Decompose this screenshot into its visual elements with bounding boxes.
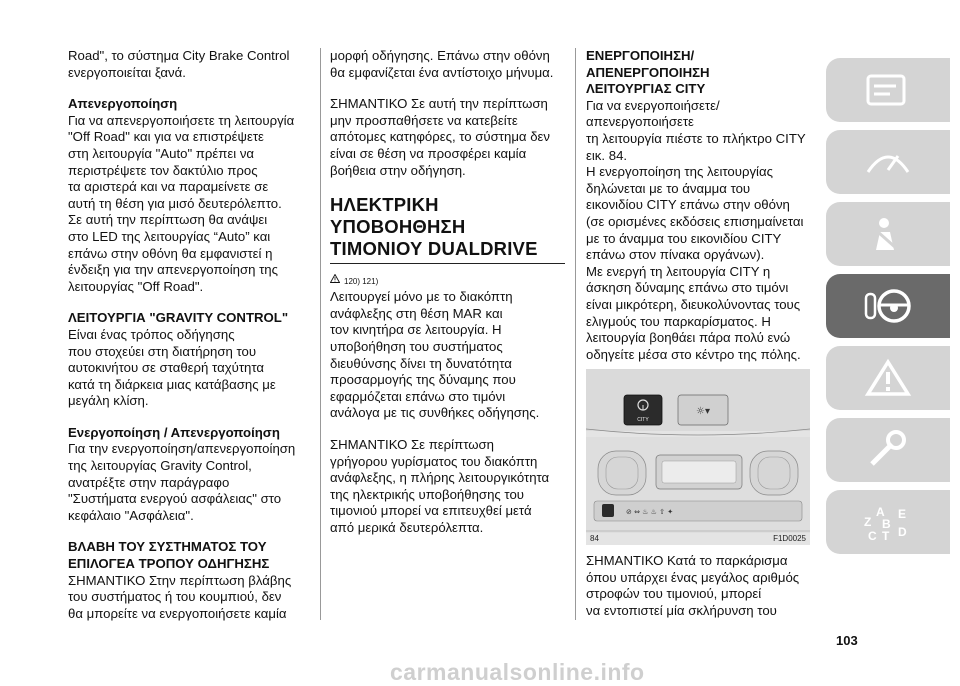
chapter-tab-emergency[interactable] xyxy=(826,346,950,410)
text-line: στο LED της λειτουργίας “Auto” και xyxy=(68,228,271,244)
paragraph xyxy=(68,327,308,410)
text-line: απότομες κατηφόρες, το σύστημα δεν xyxy=(330,129,551,145)
paragraph xyxy=(586,164,810,264)
text-line: τη λειτουργία πιέστε το πλήκτρο CITY xyxy=(586,130,806,146)
text-line: στη λειτουργία "Auto" πρέπει να xyxy=(68,145,255,161)
text-line: δηλώνεται με το άναμμα του xyxy=(586,180,751,196)
text-line: κατά τη διάρκεια μιας κατάβασης με xyxy=(68,376,276,392)
text-line: τα αριστερά και να παραμείνετε σε xyxy=(68,179,269,195)
figure-number: 84 xyxy=(590,534,599,544)
heading-line: ΕΝΕΡΓΟΠΟΙΗΣΗ/ xyxy=(586,48,695,63)
text-line: θα εμφανίζεται ένα αντίστοιχο μήνυμα. xyxy=(330,64,554,80)
text-line: της λειτουργίας Gravity Control, xyxy=(68,458,252,474)
dashboard-illustration xyxy=(586,369,810,545)
text-line: είναι μικρότερη, διευκολύνοντας τους xyxy=(586,296,801,312)
text-line: ΣΗΜΑΝΤΙΚΟ Σε περίπτωση xyxy=(330,436,495,452)
text-line: λειτουργίας "Off Road". xyxy=(68,278,204,294)
text-line: κεφάλαιο "Ασφάλεια". xyxy=(68,507,194,523)
heading-line: ΗΛΕΚΤΡΙΚΗ ΥΠΟΒΟΗΘΗΣΗ xyxy=(330,194,466,238)
column-divider xyxy=(575,48,576,620)
heading-line: ΤΙΜΟΝΙΟΥ DUALDRIVE xyxy=(330,238,538,260)
heading-rule xyxy=(330,263,565,264)
text-line: της ηλεκτρικής υποβοήθησης του xyxy=(330,486,524,502)
text-line: επάνω στον πίνακα οργάνων). xyxy=(586,247,765,263)
paragraph xyxy=(330,289,566,422)
section-heading: ΛΕΙΤΟΥΡΓΙΑ "GRAVITY CONTROL" xyxy=(68,310,289,326)
paragraph xyxy=(68,48,308,81)
text-line: αυτοκινήτου σε σταθερή ταχύτητα xyxy=(68,360,265,376)
text-line: απενεργοποιήσετε xyxy=(586,114,694,130)
section-heading: Απενεργοποίηση xyxy=(68,96,178,112)
text-column-3 xyxy=(586,48,810,620)
text-line: μεγάλη κλίση. xyxy=(68,393,149,409)
text-line: άσκηση δύναμης επάνω στο τιμόνι xyxy=(586,280,789,296)
column-divider xyxy=(320,48,321,620)
text-line: επάνω στην οθόνη θα εμφανιστεί η xyxy=(68,245,273,261)
wrench-car-icon xyxy=(862,430,914,470)
paragraph xyxy=(68,441,308,524)
text-line: ελιγμούς του παρκαρίσματος. Η xyxy=(586,313,771,329)
text-line: (σε ορισμένες εκδόσεις επισημαίνεται xyxy=(586,213,804,229)
section-heading xyxy=(586,48,810,98)
text-line: τιμονιού μπορεί να επιτευχθεί μετά xyxy=(330,503,532,519)
reference-numbers: 120) 121) xyxy=(344,277,379,287)
text-line: Σε αυτή την περίπτωση θα ανάψει xyxy=(68,212,268,228)
warning-triangle-icon xyxy=(330,274,340,283)
svg-text:D: D xyxy=(898,525,907,539)
paragraph xyxy=(68,113,308,296)
text-line: στροφών του τιμονιού, μπορεί xyxy=(586,586,762,602)
figure-84-dashboard-panel xyxy=(586,369,810,545)
text-line: διευθύνσης δίνει τη δυνατότητα xyxy=(330,355,512,371)
text-line: υποβοήθηση του συστήματος xyxy=(330,338,503,354)
heading-line: ΕΠΙΛΟΓΕΑ ΤΡΟΠΟΥ ΟΔΗΓΗΣΗΣ xyxy=(68,556,270,572)
text-line: λειτουργία βοηθάει πάρα πολύ ενώ xyxy=(586,330,791,346)
paragraph xyxy=(330,48,566,81)
watermark: carmanualsonline.info xyxy=(390,659,645,685)
heading-line: ΒΛΑΒΗ ΤΟΥ ΣΥΣΤΗΜΑΤΟΣ ΤΟΥ xyxy=(68,539,267,555)
heading-line: ΑΠΕΝΕΡΓΟΠΟΙΗΣΗ xyxy=(586,64,710,80)
text-line: Για να ενεργοποιήσετε/ xyxy=(586,97,720,113)
text-line: αυτή τη θέση για μισό δευτερόλεπτο. xyxy=(68,195,282,211)
svg-text:C: C xyxy=(868,529,877,542)
chapter-tab-starting-driving[interactable] xyxy=(826,274,950,338)
paragraph xyxy=(586,264,810,364)
svg-text:T: T xyxy=(882,529,890,542)
warning-triangle-icon xyxy=(862,358,914,398)
svg-text:A: A xyxy=(876,505,885,519)
paragraph xyxy=(586,98,810,164)
chapter-tab-vehicle-info[interactable] xyxy=(826,58,950,122)
text-line: θα μπορείτε να ενεργοποιήσετε καμία xyxy=(68,605,287,621)
chapter-tab-sidebar xyxy=(826,58,954,562)
paragraph xyxy=(586,553,810,619)
dashboard-lights-icon xyxy=(862,142,914,182)
figure-code: F1D0025 xyxy=(773,534,806,544)
chapter-tab-dashboard[interactable] xyxy=(826,130,950,194)
text-line: ανατρέξτε στην παράγραφο xyxy=(68,474,230,490)
text-line: μορφή οδήγησης. Επάνω στην οθόνη xyxy=(330,48,550,63)
text-line: να εντοπιστεί μία σκλήρυνση του xyxy=(586,603,777,619)
text-line: ανάλογα με τις συνθήκες οδήγησης. xyxy=(330,405,540,421)
text-line: ανάφλεξης στη θέση MAR και xyxy=(330,305,503,321)
svg-text:Z: Z xyxy=(864,515,872,529)
text-line: οδηγείτε μέσα στο κέντρο της πόλης. xyxy=(586,346,801,362)
section-heading xyxy=(68,539,308,572)
paragraph xyxy=(330,437,566,537)
text-line: τον κινητήρα σε λειτουργία. Η xyxy=(330,322,502,338)
text-line: με το άναμμα του εικονιδίου CITY xyxy=(586,230,782,246)
text-line: Για να απενεργοποιήσετε τη λειτουργία xyxy=(68,112,295,128)
text-line: ένδειξη για την απενεργοποίηση της xyxy=(68,262,279,278)
text-line: ΣΗΜΑΝΤΙΚΟ Στην περίπτωση βλάβης xyxy=(68,572,292,588)
page-number: 103 xyxy=(836,633,858,648)
chapter-tab-index[interactable] xyxy=(826,490,950,554)
text-line: μην προσπαθήσετε να κατεβείτε xyxy=(330,112,518,128)
svg-text:⊘ ⇔ ♨ ♨ ⇧ ✦: ⊘ ⇔ ♨ ♨ ⇧ ✦ xyxy=(626,508,674,517)
seatbelt-airbag-icon xyxy=(862,214,914,254)
section-heading: Ενεργοποίηση / Απενεργοποίηση xyxy=(68,424,280,440)
text-line: από μερικά δευτερόλεπτα. xyxy=(330,519,484,535)
text-line: "Off Road" και για να επιστρέψετε xyxy=(68,129,264,145)
index-letters-icon xyxy=(862,502,914,542)
text-line: που στοχεύει στη διατήρηση του xyxy=(68,343,257,359)
text-line: είναι σε θέση να προσφέρει καμία xyxy=(330,145,527,161)
text-line: εικονιδίου CITY επάνω στην οθόνη xyxy=(586,197,790,213)
text-line: Η ενεργοποίηση της λειτουργίας xyxy=(586,164,773,180)
text-column-2 xyxy=(330,48,566,536)
text-column-1 xyxy=(68,48,308,622)
text-line: Με ενεργή τη λειτουργία CITY η xyxy=(586,263,771,279)
text-line: Λειτουργεί μόνο με το διακόπτη xyxy=(330,289,513,305)
text-line: βοήθεια στην οδήγηση. xyxy=(330,162,466,178)
heading-line: ΛΕΙΤΟΥΡΓΙΑΣ CITY xyxy=(586,81,706,97)
text-line: ανάφλεξης, η πλήρης λειτουργικότητα xyxy=(330,470,550,486)
paragraph xyxy=(330,96,566,179)
text-line: Είναι ένας τρόπος οδήγησης xyxy=(68,326,235,342)
key-steering-wheel-icon xyxy=(862,286,914,326)
text-line: Road", το σύστημα City Brake Control xyxy=(68,48,290,63)
text-line: περιστρέψετε τον δακτύλιο προς xyxy=(68,162,258,178)
paragraph xyxy=(68,573,308,623)
city-button-label: CITY xyxy=(637,417,649,424)
text-line: ΣΗΜΑΝΤΙΚΟ Κατά το παρκάρισμα xyxy=(586,553,788,569)
chapter-heading xyxy=(330,194,566,260)
text-line: ΣΗΜΑΝΤΙΚΟ Σε αυτή την περίπτωση xyxy=(330,96,548,112)
svg-text:B: B xyxy=(882,517,891,531)
text-line: γρήγορου γυρίσματος του διακόπτη xyxy=(330,453,538,469)
text-line: ενεργοποιείται ξανά. xyxy=(68,64,186,80)
car-info-icon xyxy=(862,70,914,110)
text-line: όπου υπάρχει ένας μεγάλος αριθμός xyxy=(586,569,800,585)
text-line: του συστήματος ή του κουμπιού, δεν xyxy=(68,589,282,605)
city-button-icon xyxy=(624,395,662,425)
text-line: Για την ενεργοποίηση/απενεργοποίηση xyxy=(68,441,296,457)
svg-text:☼▾: ☼▾ xyxy=(696,406,710,418)
text-line: εικ. 84. xyxy=(586,147,628,163)
chapter-tab-safety[interactable] xyxy=(826,202,950,266)
svg-text:E: E xyxy=(898,507,907,521)
warning-references xyxy=(330,274,566,285)
headlight-switch-icon xyxy=(678,395,728,425)
text-line: "Συστήματα ενεργού ασφάλειας" στο xyxy=(68,491,282,507)
text-line: προσαρμογής της δύναμης που xyxy=(330,372,516,388)
text-line: εφαρμόζεται επάνω στο τιμόνι xyxy=(330,388,506,404)
chapter-tab-maintenance[interactable] xyxy=(826,418,950,482)
